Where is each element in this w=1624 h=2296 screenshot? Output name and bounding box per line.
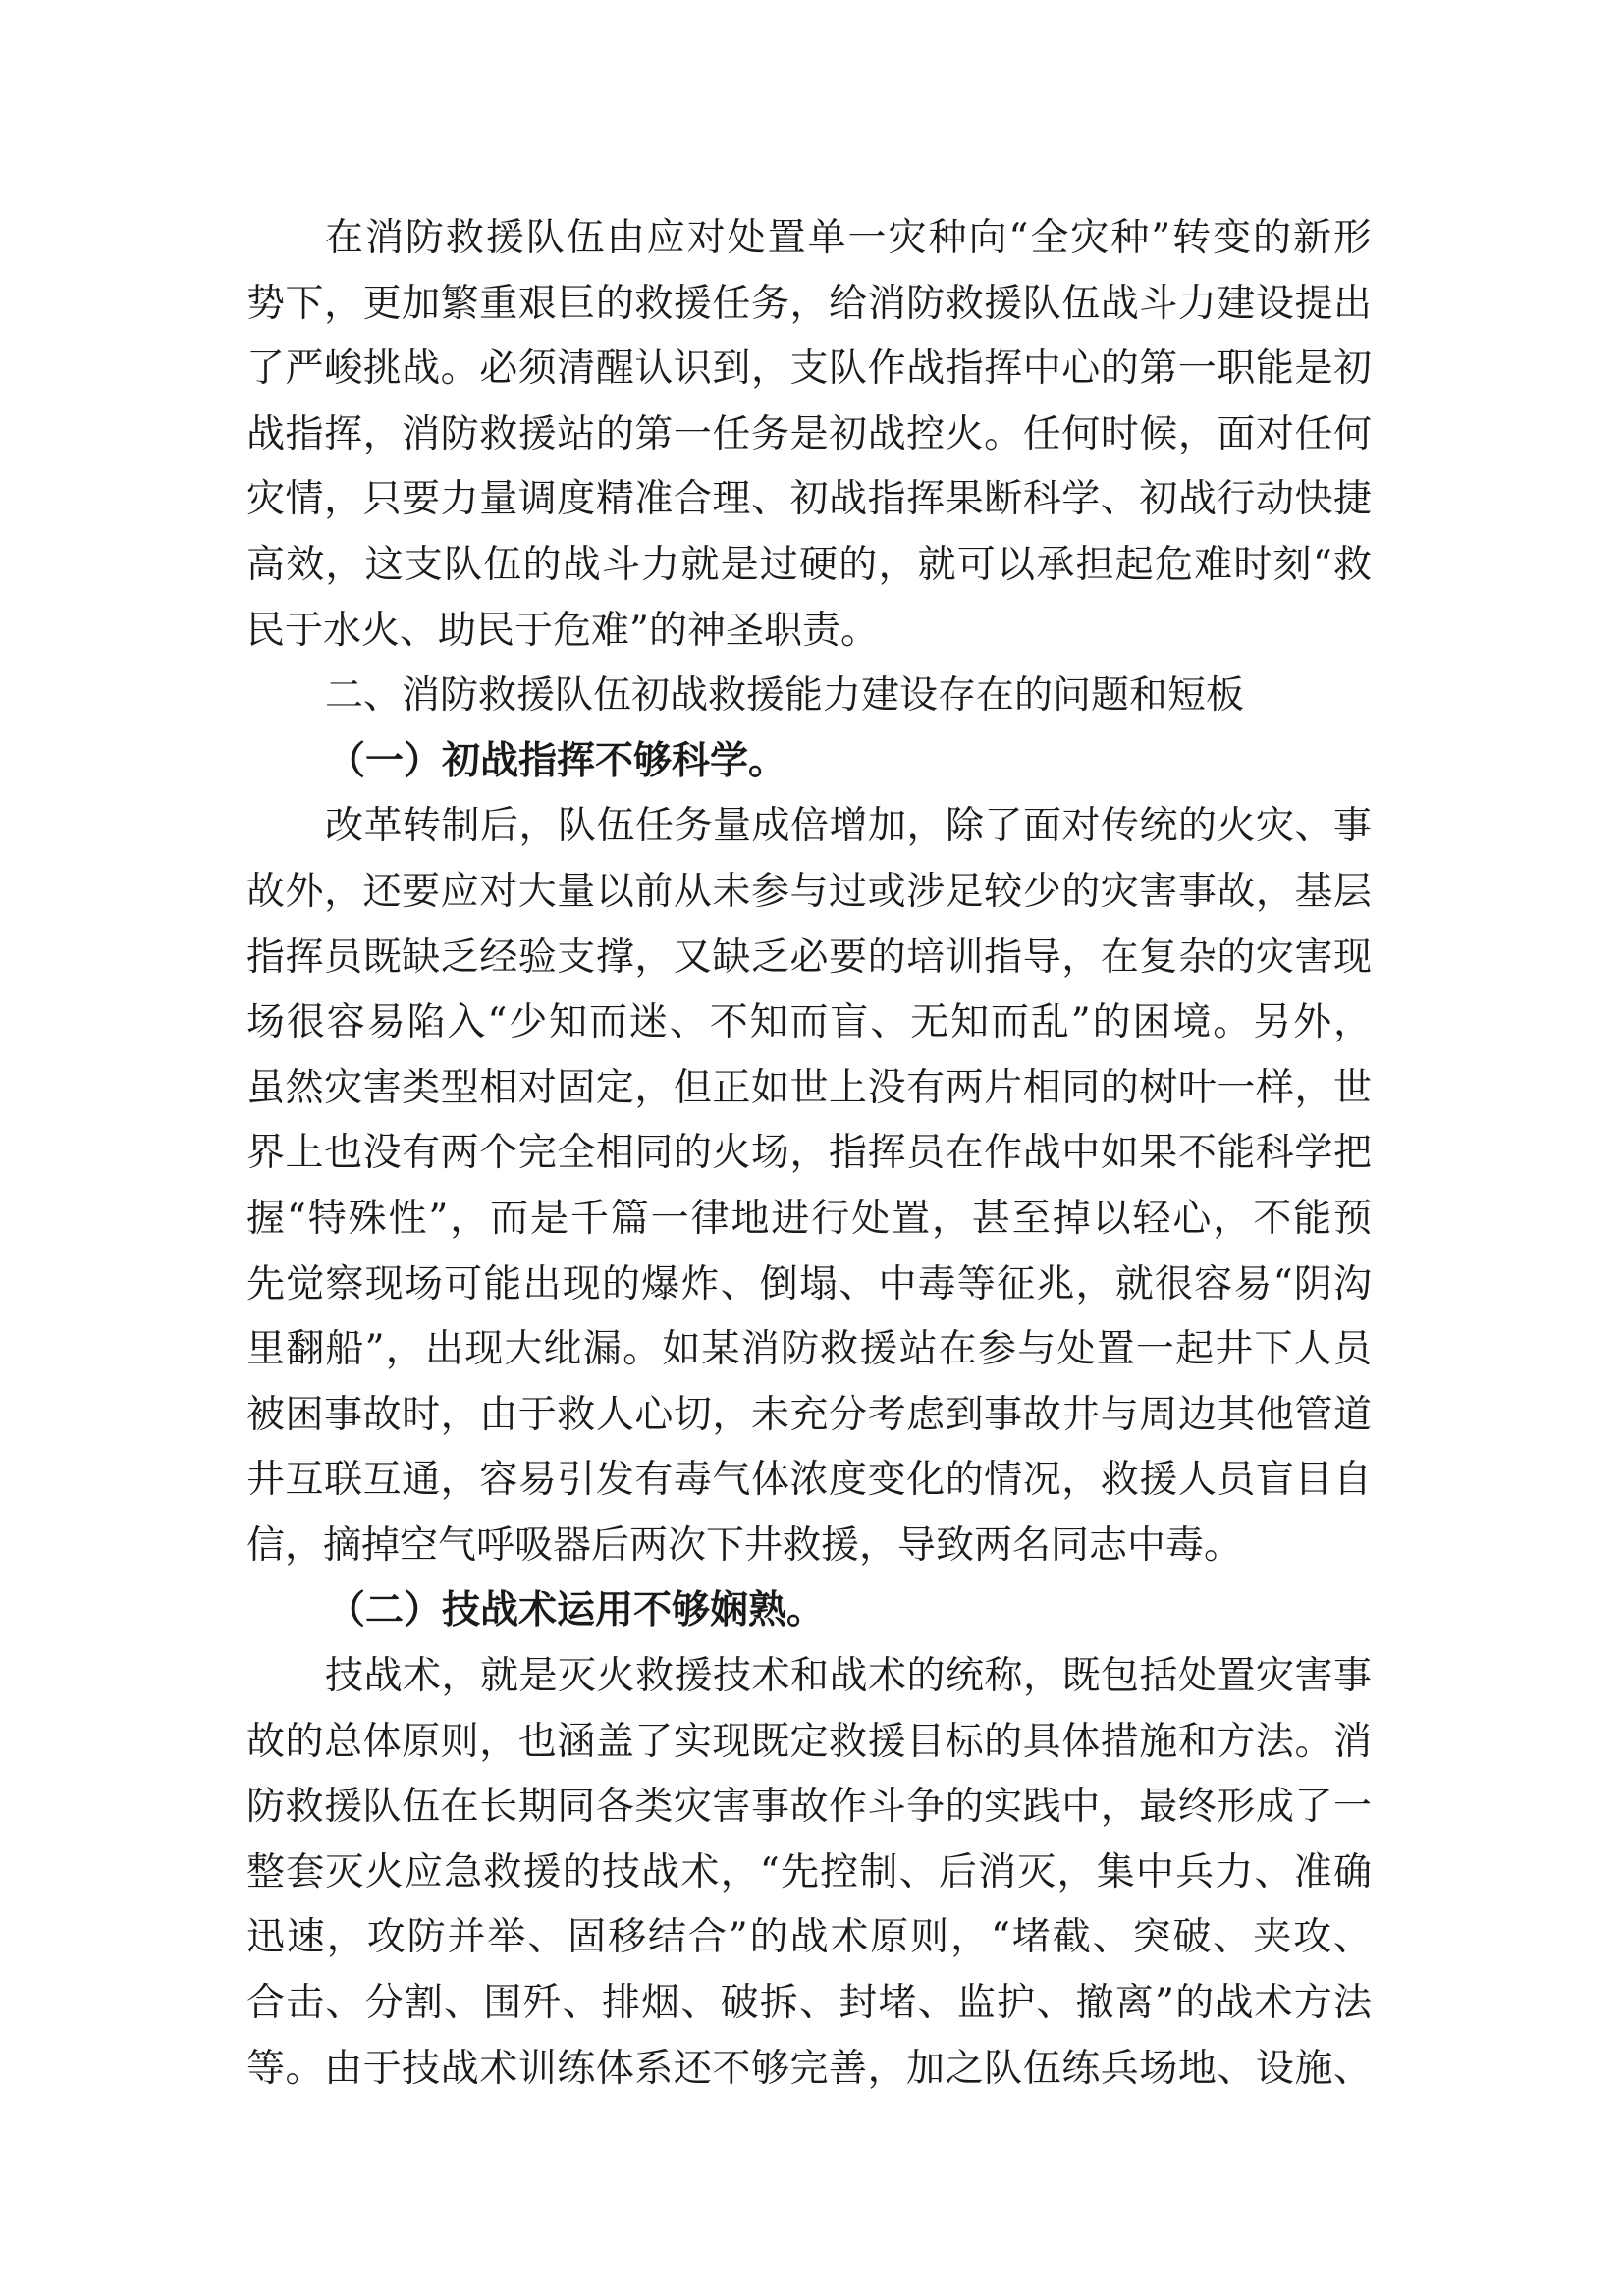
paragraph-line: 井互联互通，容易引发有毒气体浓度变化的情况，救援人员盲目自 <box>246 1458 1372 1503</box>
document-page <box>246 206 1372 2102</box>
section-heading: 二、消防救援队伍初战救援能力建设存在的问题和短板 <box>325 673 1245 719</box>
paragraph-line: 等。由于技战术训练体系还不够完善，加之队伍练兵场地、设施、 <box>246 2046 1372 2091</box>
paragraph-line: 里翻船”，出现大纰漏。如某消防救援站在参与处置一起井下人员 <box>246 1327 1372 1372</box>
paragraph-line: 高效，这支队伍的战斗力就是过硬的，就可以承担起危难时刻“救 <box>246 542 1372 587</box>
paragraph-line: 场很容易陷入“少知而迷、不知而盲、无知而乱”的困境。另外， <box>246 1000 1372 1045</box>
paragraph-line: 故的总体原则，也涵盖了实现既定救援目标的具体措施和方法。消 <box>246 1719 1372 1764</box>
paragraph-line: 防救援队伍在长期同各类灾害事故作斗争的实践中，最终形成了一 <box>246 1785 1372 1830</box>
paragraph-line: 被困事故时，由于救人心切，未充分考虑到事故井与周边其他管道 <box>246 1392 1372 1437</box>
paragraph-line: 改革转制后，队伍任务量成倍增加，除了面对传统的火灾、事 <box>325 804 1372 849</box>
paragraph-line: 合击、分割、围歼、排烟、破拆、封堵、监护、撤离”的战术方法 <box>246 1981 1372 2026</box>
paragraph-line: 民于水火、助民于危难”的神圣职责。 <box>246 608 879 653</box>
paragraph-line: 势下，更加繁重艰巨的救援任务，给消防救援队伍战斗力建设提出 <box>246 281 1372 326</box>
subsection-heading: （一）初战指挥不够科学。 <box>327 738 787 783</box>
paragraph-line: 在消防救援队伍由应对处置单一灾种向“全灾种”转变的新形 <box>325 216 1372 260</box>
paragraph-line: 战指挥，消防救援站的第一任务是初战控火。任何时候，面对任何 <box>246 411 1372 456</box>
paragraph-line: 指挥员既缺乏经验支撑，又缺乏必要的培训指导，在复杂的灾害现 <box>246 934 1372 980</box>
paragraph-line: 迅速，攻防并举、固移结合”的战术原则，“堵截、突破、夹攻、 <box>246 1915 1372 1960</box>
paragraph-line: 先觉察现场可能出现的爆炸、倒塌、中毒等征兆，就很容易“阴沟 <box>246 1261 1372 1307</box>
paragraph-line: 技战术，就是灭火救援技术和战术的统称，既包括处置灾害事 <box>325 1654 1372 1699</box>
paragraph-line: 灾情，只要力量调度精准合理、初战指挥果断科学、初战行动快捷 <box>246 477 1372 522</box>
paragraph-line: 了严峻挑战。必须清醒认识到，支队作战指挥中心的第一职能是初 <box>246 347 1372 392</box>
paragraph-line: 故外，还要应对大量以前从未参与过或涉足较少的灾害事故，基层 <box>246 869 1372 914</box>
paragraph-line: 虽然灾害类型相对固定，但正如世上没有两片相同的树叶一样，世 <box>246 1065 1372 1110</box>
subsection-heading: （二）技战术运用不够娴熟。 <box>327 1588 826 1633</box>
paragraph-line: 信，摘掉空气呼吸器后两次下井救援，导致两名同志中毒。 <box>246 1522 1243 1568</box>
paragraph-line: 握“特殊性”，而是千篇一律地进行处置，甚至掉以轻心，不能预 <box>246 1196 1372 1241</box>
paragraph-line: 整套灭火应急救援的技战术，“先控制、后消灭，集中兵力、准确 <box>246 1849 1372 1895</box>
paragraph-line: 界上也没有两个完全相同的火场，指挥员在作战中如果不能科学把 <box>246 1131 1372 1176</box>
